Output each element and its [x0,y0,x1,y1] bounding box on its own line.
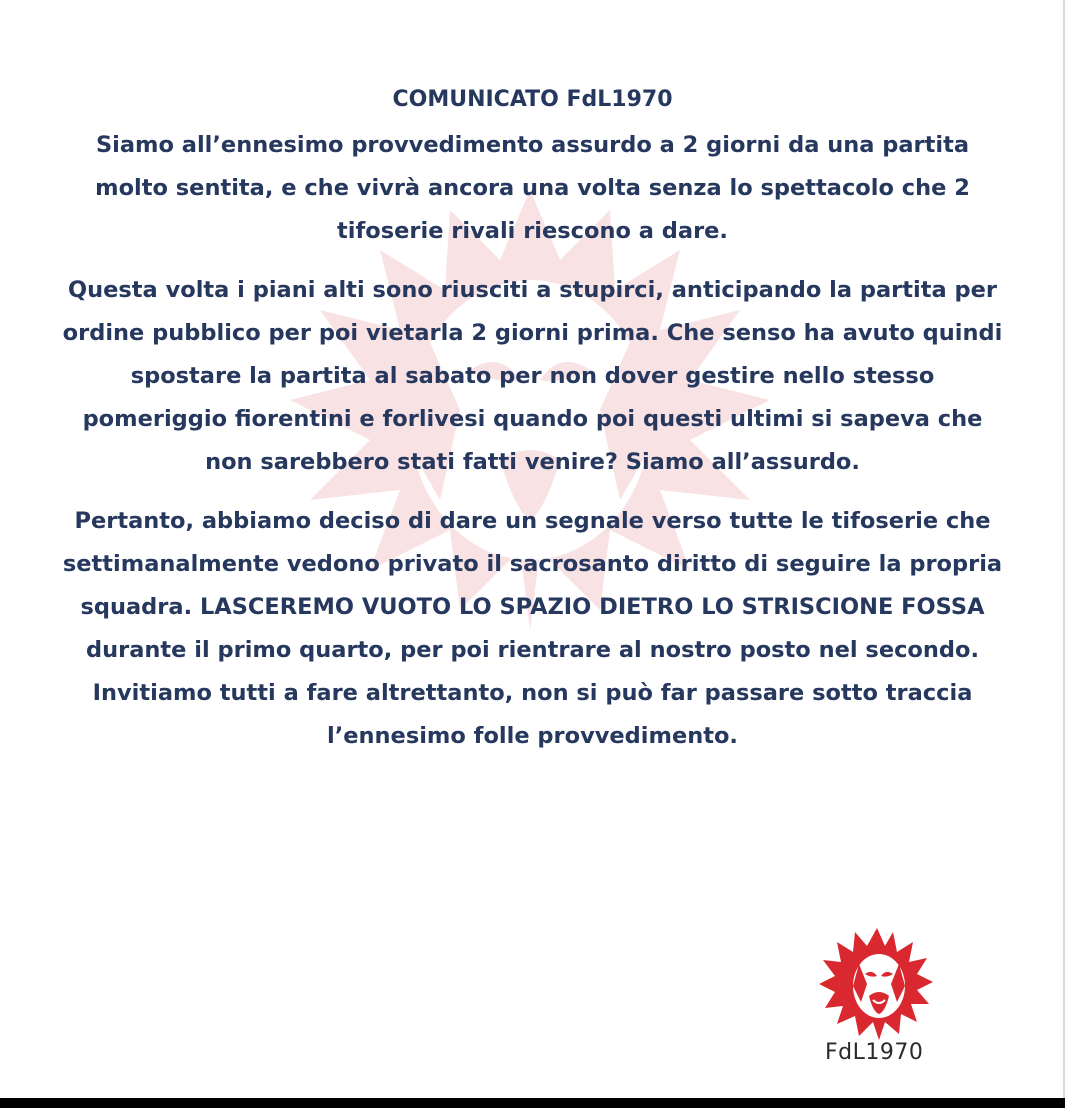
bottom-edge-bar [0,1098,1065,1108]
lion-head-icon [815,924,939,1044]
communique-body [60,78,1005,774]
logo-text: FdL1970 [825,1040,924,1065]
paragraph-1: Siamo all’ennesimo provvedimento assurdo a 2 giorni da una partita molto sentita, e che vivrà ancora una volta senza lo spettacolo che 2 tifoserie rivali riescono a dare. [95,132,970,244]
paragraph-3: Pertanto, abbiamo deciso di dare un segnale verso tutte le tifoserie che settimanalmente vedono privato il sacrosanto diritto di seguire la propria squadra. LASCEREMO VUOTO LO SPAZIO DIETRO LO STRISCIONE FOSSA durante il primo quarto, per poi rientrare al nostro posto nel secondo. Invitiamo tutti a fare altrettanto, non si può far passare sotto traccia l’ennesimo folle provvedimento. [62,508,1003,749]
fdl-logo [815,924,945,1074]
page-title: COMUNICATO FdL1970 [392,87,673,112]
paragraph-2: Questa volta i piani alti sono riusciti a stupirci, anticipando la partita per ordine pubblico per poi vietarla 2 giorni prima. Che senso ha avuto quindi spostare la partita al sabato per non dover gestire nello stesso pomeriggio fiorentini e forlivesi quando poi questi ultimi si sapeva che non sarebbero stati fatti venire? Siamo all’assurdo. [62,277,1003,475]
